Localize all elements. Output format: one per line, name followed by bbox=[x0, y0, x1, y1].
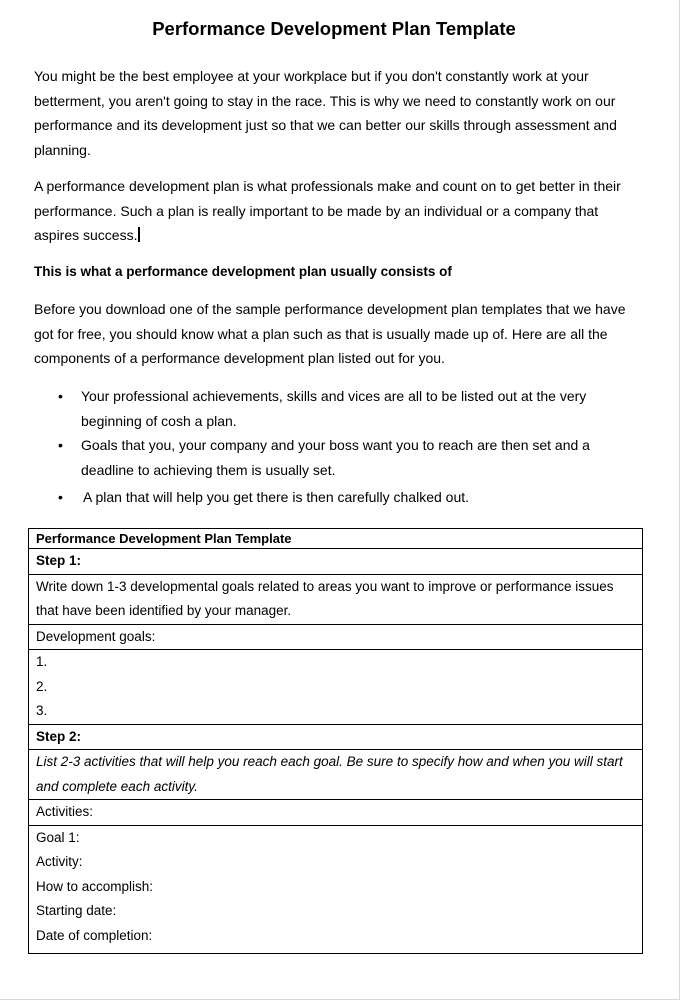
list-item bbox=[34, 485, 634, 510]
table-row bbox=[29, 574, 643, 624]
goal-number: 2. bbox=[36, 678, 48, 694]
text-cursor bbox=[138, 227, 140, 242]
intro-paragraph-1: You might be the best employee at your workplace but if you don't constantly work at your betterment, you aren't going to stay in the race. This is why we need to constantly work on our performance and its development just so that we can better our skills through assessment and planning. bbox=[34, 68, 617, 158]
table-row bbox=[29, 624, 643, 650]
table-row bbox=[29, 724, 643, 750]
bullet-icon: • bbox=[58, 388, 63, 404]
field-label-date-of-completion: Date of completion: bbox=[36, 927, 153, 943]
step-1-label: Step 1: bbox=[29, 549, 643, 575]
list-item-text: Your professional achievements, skills and vices are all to be listed out at the very beginning of cosh a plan. bbox=[81, 388, 587, 429]
bullet-icon: • bbox=[58, 437, 63, 453]
development-goals-label: Development goals: bbox=[29, 624, 643, 650]
activity-fields-cell bbox=[29, 825, 643, 954]
intro-paragraph-2 bbox=[34, 174, 634, 248]
step-1-instruction: Write down 1-3 developmental goals related to areas you want to improve or performance issues that have been identified by your manager. bbox=[29, 574, 643, 624]
document-title: Performance Development Plan Template bbox=[152, 18, 516, 39]
list-item bbox=[34, 384, 634, 433]
field-label-how-to-accomplish: How to accomplish: bbox=[36, 878, 154, 894]
field-label-starting-date: Starting date: bbox=[36, 903, 117, 918]
table-row bbox=[29, 650, 643, 725]
activities-label: Activities: bbox=[29, 800, 643, 826]
table-row bbox=[29, 529, 643, 549]
field-label-activity: Activity: bbox=[36, 854, 83, 869]
plan-table bbox=[28, 528, 643, 954]
intro-paragraph-2-text: A performance development plan is what professionals make and count on to get better in their performance. Such a plan is really important to be made by an individual or a company that aspires success. bbox=[34, 178, 621, 243]
list-item-text: Goals that you, your company and your boss want you to reach are then set and a deadline to achieving them is usually set. bbox=[81, 437, 590, 478]
list-item-text: A plan that will help you get there is then carefully chalked out. bbox=[83, 489, 470, 505]
list-item bbox=[34, 433, 634, 482]
table-row bbox=[29, 750, 643, 800]
bullet-list bbox=[34, 384, 634, 510]
table-row bbox=[29, 800, 643, 826]
bullet-icon: • bbox=[58, 489, 63, 505]
table-row bbox=[29, 825, 643, 954]
section-subheading: This is what a performance development plan usually consists of bbox=[34, 264, 452, 279]
step-2-label: Step 2: bbox=[29, 724, 643, 750]
field-label-goal: Goal 1: bbox=[36, 829, 80, 845]
goal-number-cell bbox=[29, 650, 643, 725]
table-row bbox=[29, 549, 643, 575]
goal-number: 1. bbox=[36, 654, 48, 669]
step-2-instruction: List 2-3 activities that will help you reach each goal. Be sure to specify how and when you will start and complete each activity. bbox=[29, 750, 643, 800]
table-header: Performance Development Plan Template bbox=[29, 529, 643, 549]
goal-number: 3. bbox=[36, 703, 48, 718]
body-paragraph: Before you download one of the sample performance development plan templates that we have got for free, you should know what a plan such as that is usually made up of. Here are all the components of a performance development plan listed out for you. bbox=[34, 301, 626, 366]
